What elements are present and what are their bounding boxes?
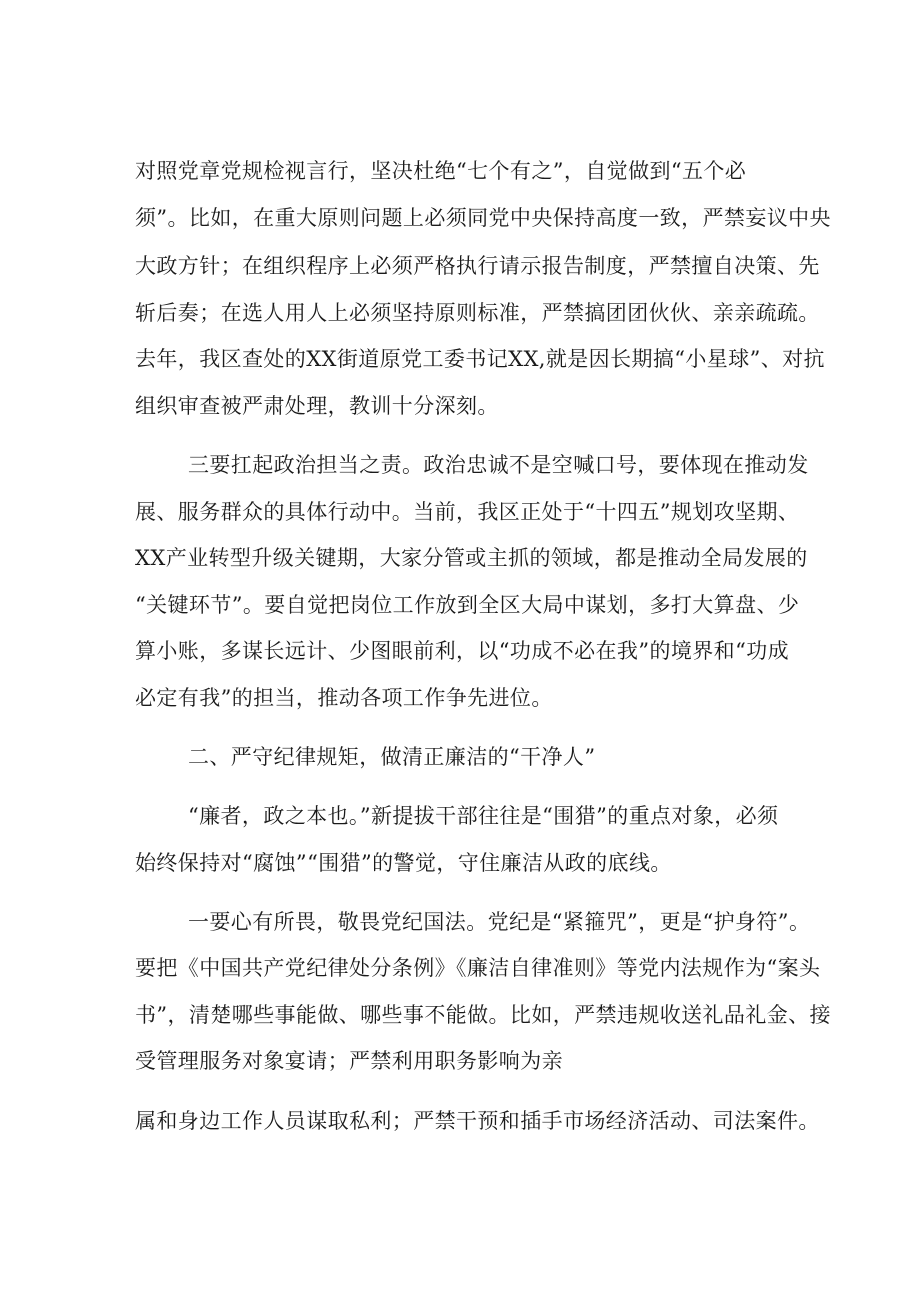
- paragraph-start-line: 三要扛起政治担当之责。政治忠诚不是空喊口号，要体现在推动发: [188, 453, 809, 477]
- paragraph-start-line: 一要心有所畏，敬畏党纪国法。党纪是“紧箍咒”，更是“护身符”。: [188, 910, 811, 934]
- text-line: 大政方针；在组织程序上必须严格执行请示报告制度，严禁擅自决策、先: [135, 254, 820, 278]
- text-line: 受管理服务对象宴请；严禁利用职务影响为亲: [135, 1049, 563, 1073]
- text-line: 去年，我区查处的XX街道原党工委书记XX,就是因长期搞“小星球”、对抗: [135, 347, 825, 371]
- text-line: 要把《中国共产党纪律处分条例》《廉洁自律准则》等党内法规作为“案头: [135, 956, 821, 980]
- text-line: 属和身边工作人员谋取私利；严禁干预和插手市场经济活动、司法案件。: [135, 1109, 820, 1133]
- text-line: 斩后奏；在选人用人上必须坚持原则标准，严禁搞团团伙伙、亲亲疏疏。: [135, 301, 820, 325]
- text-line: 对照党章党规检视言行，坚决杜绝“七个有之”，自觉做到“五个必: [135, 159, 747, 183]
- text-line: 展、服务群众的具体行动中。当前，我区正处于“十四五”规划攻坚期、: [135, 500, 800, 524]
- text-line: 须”。比如，在重大原则问题上必须同党中央保持高度一致，严禁妄议中央: [135, 206, 831, 230]
- section-heading: 二、严守纪律规矩，做清正廉洁的“干净人”: [188, 745, 596, 769]
- text-line: 必定有我”的担当，推动各项工作争先进位。: [135, 686, 553, 710]
- text-line: 组织审查被严肃处理，教训十分深刻。: [135, 394, 499, 418]
- text-line: XX产业转型升级关键期，大家分管或主抓的领域，都是推动全局发展的: [135, 546, 808, 570]
- paragraph-start-line: “廉者，政之本也。”新提拔干部往往是“围猎”的重点对象，必须: [188, 804, 779, 828]
- text-line: 算小账，多谋长远计、少图眼前利，以“功成不必在我”的境界和“功成: [135, 639, 790, 663]
- text-line: 始终保持对“腐蚀”“围猎”的警觉，守住廉洁从政的底线。: [135, 851, 672, 875]
- text-line: 书”，清楚哪些事能做、哪些事不能做。比如，严禁违规收送礼品礼金、接: [135, 1003, 831, 1027]
- text-line: “关键环节”。要自觉把岗位工作放到全区大局中谋划，多打大算盘、少: [135, 593, 800, 617]
